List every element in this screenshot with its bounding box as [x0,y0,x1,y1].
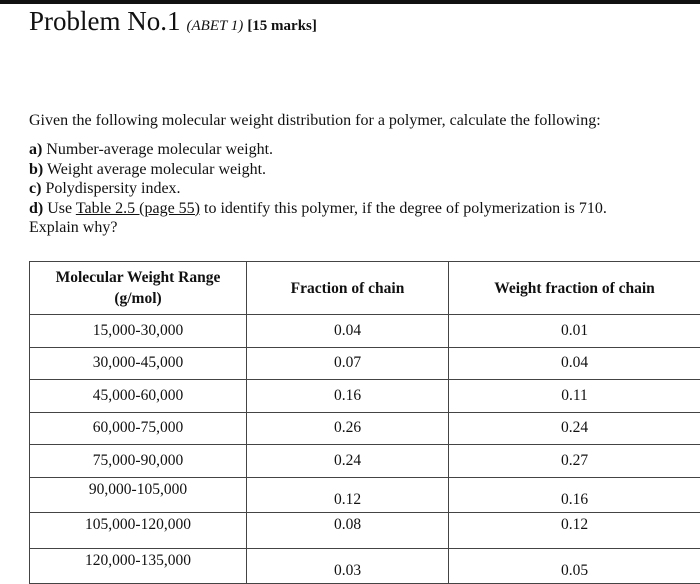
top-border [0,0,700,4]
table-cell: 0.03 [247,548,449,584]
text: c) [29,180,41,197]
table-cell: 0.16 [247,380,449,413]
table-row [30,412,700,445]
question-a [29,140,607,160]
table-cell: 0.05 [449,548,700,584]
table-cell: 120,000-135,000 [30,548,247,584]
table-cell: 0.08 [247,513,449,549]
text: Molecular Weight Range [56,269,221,286]
table-cell: 0.27 [449,445,700,478]
table-cell: 30,000-45,000 [30,347,247,380]
question-b [29,160,607,180]
table-cell: 0.07 [247,347,449,380]
question-d [29,199,607,219]
header-weight-fraction: Weight fraction of chain [449,262,700,315]
table-cell: 0.04 [449,347,700,380]
table-row [30,380,700,413]
table-row [30,445,700,478]
table-header-row [30,262,700,315]
text: (g/mol) [114,290,161,307]
explain-text: Explain why? [29,218,607,238]
table-cell: 0.16 [449,477,700,513]
table-cell: 15,000-30,000 [30,315,247,348]
text: to identify this polymer, if the degree of polymerization is 710. [200,200,607,217]
text: Problem No.1 [29,6,181,36]
table-cell: 0.12 [449,513,700,549]
text: b) [29,161,43,178]
text: Polydispersity index. [41,180,180,197]
table-cell: 0.24 [247,445,449,478]
table-cell: 60,000-75,000 [30,412,247,445]
abet-tag: (ABET 1) [187,18,244,34]
intro-text: Given the following molecular weight distribution for a polymer, calculate the following: [29,112,601,130]
header-mw-range [30,262,247,315]
question-c [29,179,607,199]
table-cell: 0.24 [449,412,700,445]
text: Weight average molecular weight. [43,161,266,178]
table-reference-link[interactable]: Table 2.5 (page 55) [76,200,200,217]
table-row [30,315,700,348]
question-list [29,140,607,238]
text: Use [43,200,76,217]
distribution-table [29,261,700,584]
table-cell: 0.12 [247,477,449,513]
table-row [30,477,700,513]
table-row [30,513,700,549]
table-cell: 0.01 [449,315,700,348]
table-cell: 0.11 [449,380,700,413]
table-cell: 0.04 [247,315,449,348]
table-cell: 90,000-105,000 [30,477,247,513]
header-fraction: Fraction of chain [247,262,449,315]
problem-title [29,6,317,37]
table-cell: 75,000-90,000 [30,445,247,478]
table-cell: 0.26 [247,412,449,445]
table-row [30,347,700,380]
text: a) [29,141,42,158]
table-cell: 45,000-60,000 [30,380,247,413]
text: d) [29,200,43,217]
table-row [30,548,700,584]
table-cell: 105,000-120,000 [30,513,247,549]
marks-tag: [15 marks] [247,18,317,34]
text: Number-average molecular weight. [42,141,273,158]
